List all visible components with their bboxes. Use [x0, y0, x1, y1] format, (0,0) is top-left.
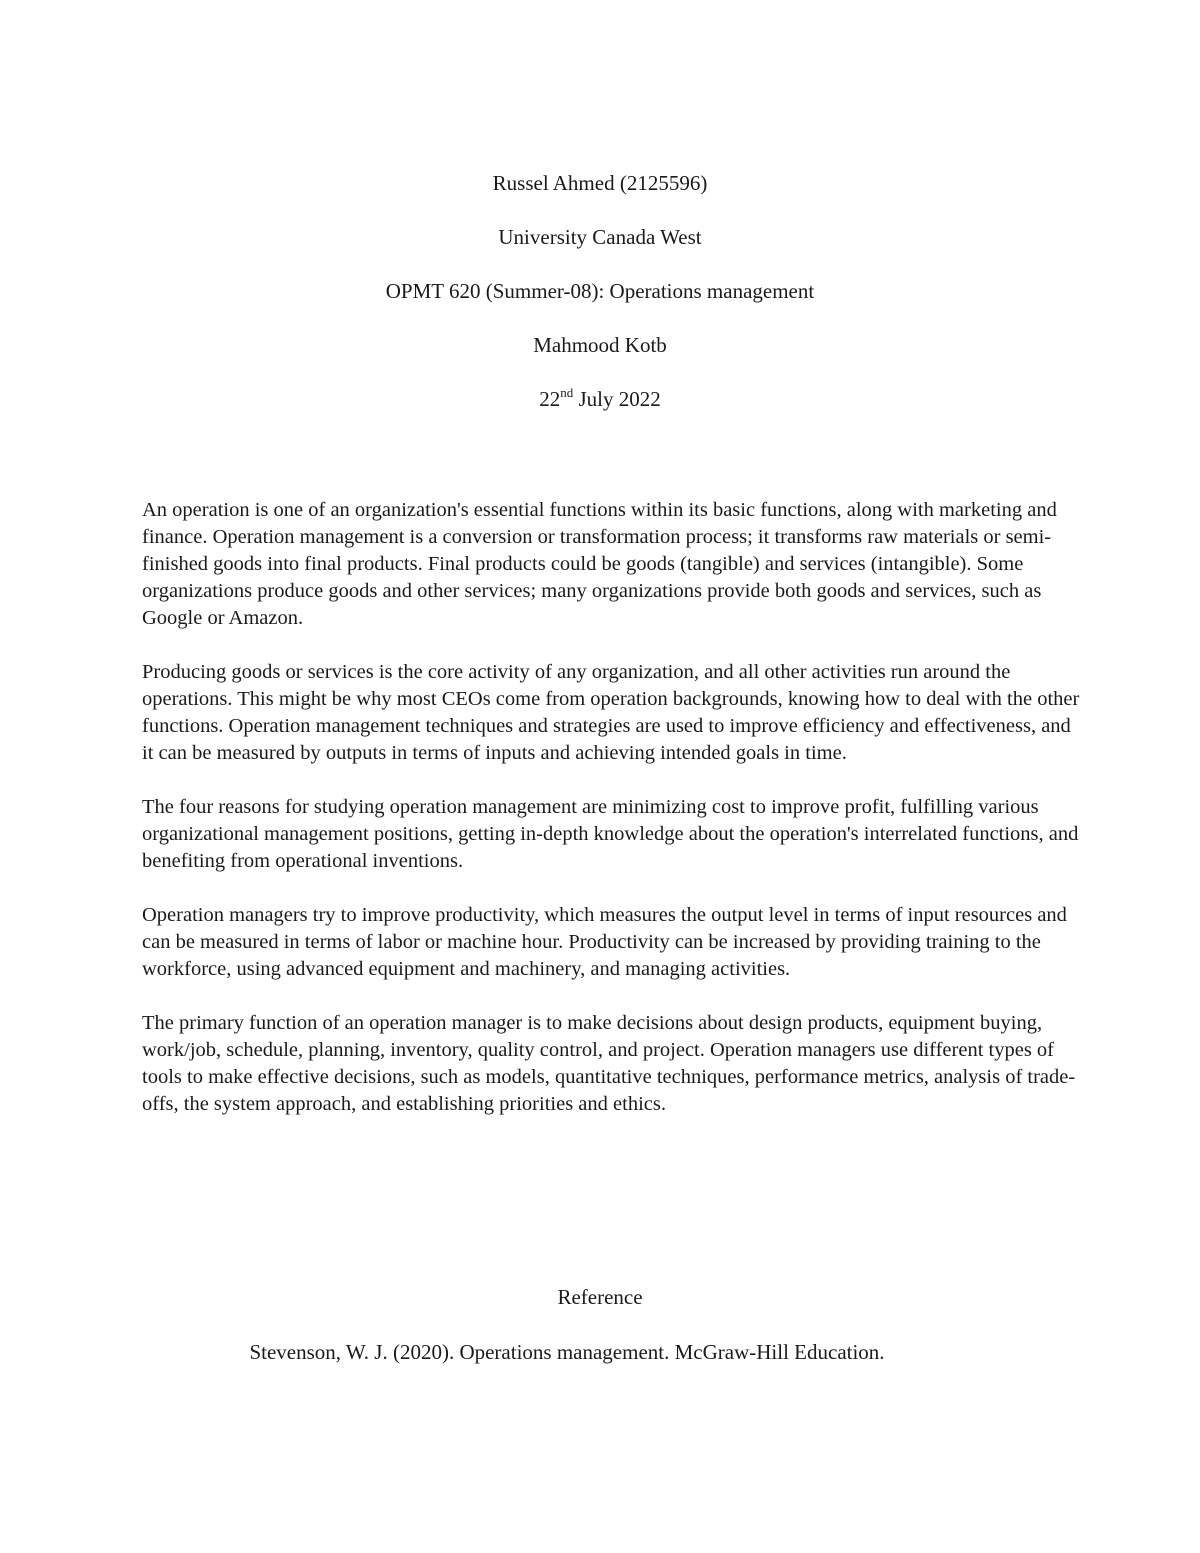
date-line — [0, 382, 1200, 436]
reference-entry: Stevenson, W. J. (2020). Operations management. McGraw-Hill Education. — [249, 1340, 885, 1364]
body-paragraph: An operation is one of an organization's essential functions within its basic functions, along with marketing and finance. Operation management is a conversion or transformation process; it transforms raw materials or semi-finished goods into final products. Final products could be goods (tangible) and services (intangible). Some organizations produce goods and other services; many organizations provide both goods and services, such as Google or Amazon. — [142, 499, 1057, 629]
body-paragraph: The four reasons for studying operation management are minimizing cost to improve profit, fulfilling various organizational management positions, getting in-depth knowledge about the operation's interrelated functions, and benefiting from operational inventions. — [142, 796, 1079, 872]
reference-heading: Reference — [557, 1285, 643, 1309]
body-paragraph: Producing goods or services is the core activity of any organization, and all other activities run around the operations. This might be why most CEOs come from operation backgrounds, knowing how to deal with the other functions. Operation management techniques and strategies are used to improve efficiency and effectiveness, and it can be measured by outputs in terms of inputs and achieving intended goals in time. — [142, 661, 1080, 764]
instructor-line: Mahmood Kotb — [533, 333, 667, 357]
body-text — [142, 497, 1082, 1145]
title-block — [0, 166, 1200, 436]
author-line: Russel Ahmed (2125596) — [492, 171, 708, 195]
institution-line: University Canada West — [498, 225, 702, 249]
date-suffix: nd — [560, 385, 574, 400]
course-line: OPMT 620 (Summer-08): Operations management — [385, 279, 815, 303]
body-paragraph: Operation managers try to improve productivity, which measures the output level in terms of input resources and can be measured in terms of labor or machine hour. Productivity can be increased by providing training to the workforce, using advanced equipment and machinery, and managing activities. — [142, 904, 1067, 980]
date-day: 22 — [539, 387, 561, 411]
body-paragraph: The primary function of an operation manager is to make decisions about design products, equipment buying, work/job, schedule, planning, inventory, quality control, and project. Operation managers use different types of tools to make effective decisions, such as models, quantitative techniques, performance metrics, analysis of trade-offs, the system approach, and establishing priorities and ethics. — [142, 1012, 1076, 1115]
date-rest: July 2022 — [573, 387, 661, 411]
